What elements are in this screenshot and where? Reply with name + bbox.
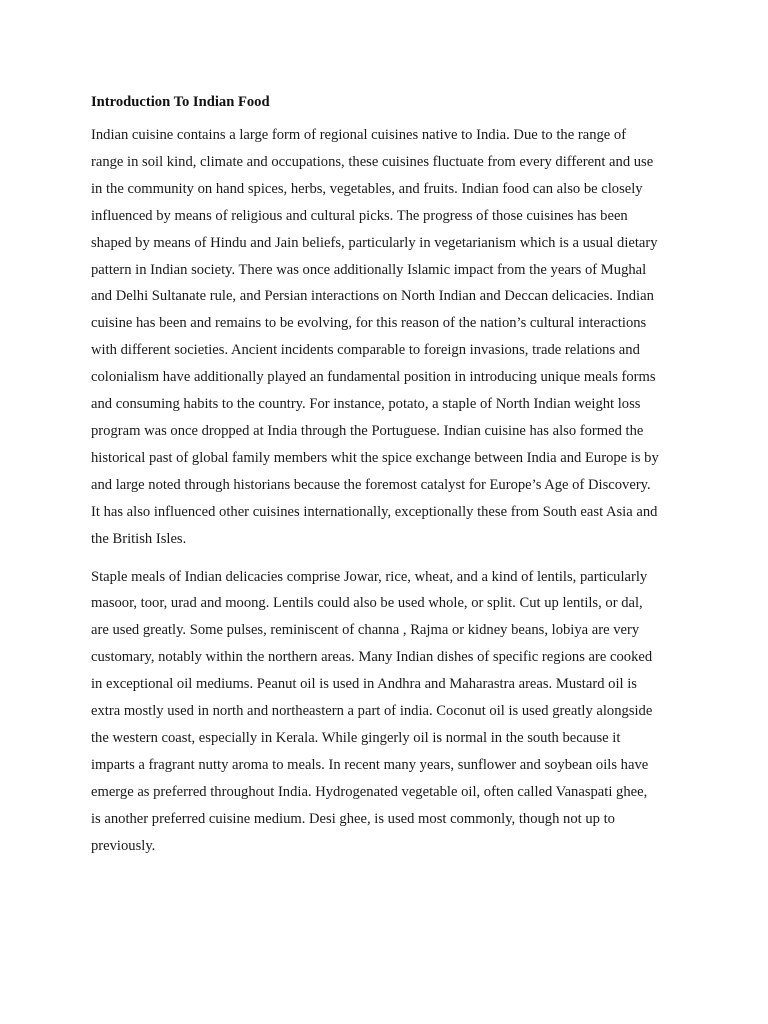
text-line: program was once dropped at India through the Portuguese. Indian cuisine has also formed the [91, 422, 644, 439]
text-line: are used greatly. Some pulses, reminiscent of channa , Rajma or kidney beans, lobiya are very [91, 622, 640, 639]
text-line: pattern in Indian society. There was once additionally Islamic impact from the years of Mughal [91, 261, 647, 278]
text-line: the western coast, especially in Kerala. While gingerly oil is normal in the south because it [91, 729, 621, 746]
text-line: imparts a fragrant nutty aroma to meals. In recent many years, sunflower and soybean oils have [91, 756, 649, 773]
text-line: emerge as preferred throughout India. Hydrogenated vegetable oil, often called Vanaspati ghee, [91, 783, 648, 800]
text-line: in exceptional oil mediums. Peanut oil is used in Andhra and Maharastra areas. Mustard oil is [91, 676, 637, 693]
text-line: Indian cuisine contains a large form of regional cuisines native to India. Due to the range of [91, 127, 627, 143]
text-line: Staple meals of Indian delicacies comprise Jowar, rice, wheat, and a kind of lentils, particularly [91, 568, 648, 585]
document-body [91, 92, 687, 870]
text-line: colonialism have additionally played an fundamental position in introducing unique meals forms [91, 369, 656, 386]
text-line: and Delhi Sultanate rule, and Persian interactions on North Indian and Deccan delicacies. Indian [91, 288, 654, 305]
text-line: is another preferred cuisine medium. Desi ghee, is used most commonly, though not up to [91, 810, 615, 827]
text-line: in the community on hand spices, herbs, vegetables, and fruits. Indian food can also be closely [91, 180, 643, 197]
text-line: with different societies. Ancient incidents comparable to foreign invasions, trade relations and [91, 342, 640, 359]
text-line: and large noted through historians because the foremost catalyst for Europe’s Age of Discovery. [91, 476, 651, 493]
text-line: previously. [91, 837, 156, 854]
text-line: influenced by means of religious and cultural picks. The progress of those cuisines has been [91, 207, 628, 224]
document-title: Introduction To Indian Food [91, 94, 270, 110]
text-line: historical past of global family members whit the spice exchange between India and Europe is by [91, 449, 659, 466]
paragraph-2 [91, 564, 687, 860]
text-line: range in soil kind, climate and occupations, these cuisines fluctuate from every different and use [91, 153, 654, 170]
text-line: masoor, toor, urad and moong. Lentils could also be used whole, or split. Cut up lentils, or dal, [91, 595, 643, 612]
text-line: cuisine has been and remains to be evolving, for this reason of the nation’s cultural interactions [91, 315, 647, 332]
text-line: extra mostly used in north and northeastern a part of india. Coconut oil is used greatly alongside [91, 703, 653, 720]
text-line: shaped by means of Hindu and Jain beliefs, particularly in vegetarianism which is a usual dietary [91, 234, 658, 251]
text-line: and consuming habits to the country. For instance, potato, a staple of North Indian weight loss [91, 396, 641, 413]
text-line: It has also influenced other cuisines internationally, exceptionally these from South east Asia and [91, 503, 658, 520]
text-line: the British Isles. [91, 530, 187, 547]
paragraph-1 [91, 122, 687, 553]
text-line: customary, notably within the northern areas. Many Indian dishes of specific regions are cooked [91, 649, 653, 666]
